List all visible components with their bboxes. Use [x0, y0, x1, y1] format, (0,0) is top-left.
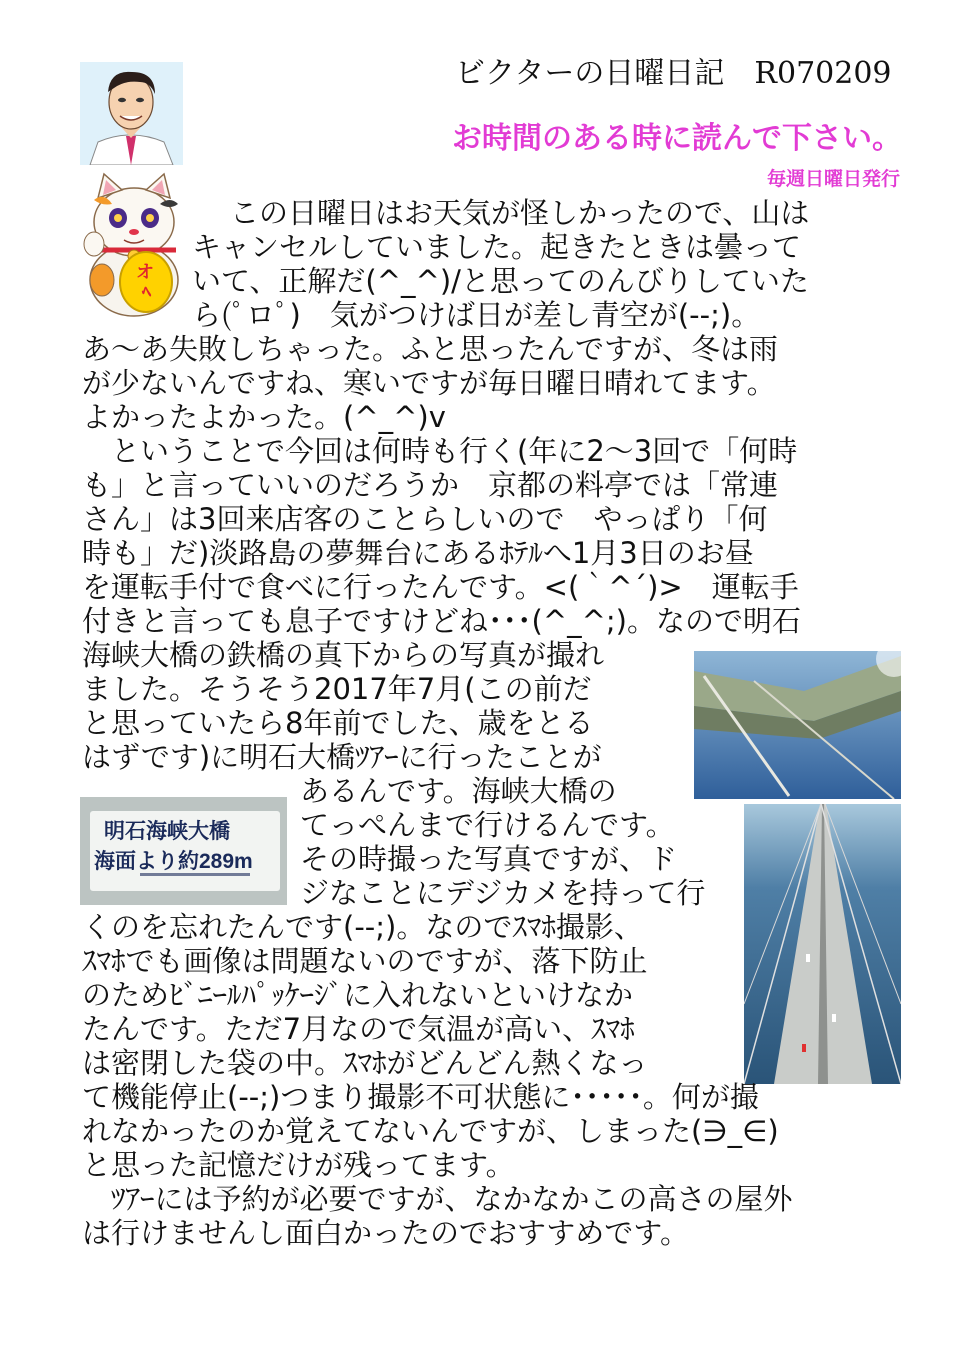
body-line: ｽﾏﾎでも画像は問題ないのですが、落下防止	[82, 944, 648, 978]
sign-line-1: 明石海峡大橋	[104, 820, 230, 843]
body-line: さん」は3回来店客のことらしいので やっぱり「何	[82, 502, 768, 536]
body-line: が少ないんですね、寒いですが毎日曜日晴れてます。	[82, 366, 776, 400]
body-line: ジなことにデジカメを持って行	[300, 876, 706, 910]
body-line: はずです)に明石大橋ﾂｱｰに行ったことが	[82, 740, 602, 774]
bridge-underside-photo	[694, 651, 901, 799]
body-line: その時撮った写真ですが、ド	[300, 842, 678, 876]
body-line: あるんです。海峡大橋の	[300, 774, 617, 808]
sign-line-2: 海面より約289m	[94, 850, 253, 873]
body-line: は密閉した袋の中。ｽﾏﾎがどんどん熱くなっ	[82, 1046, 648, 1080]
body-line: くのを忘れたんです(--;)。なのでｽﾏﾎ撮影、	[82, 910, 643, 944]
svg-text:オ: オ	[136, 262, 154, 283]
body-line: この日曜日はお天気が怪しかったので、山は	[230, 196, 810, 230]
body-line: も」と言っていいのだろうか 京都の料亭では「常連	[82, 468, 779, 502]
body-line: キャンセルしていました。起きたときは曇って	[192, 230, 802, 264]
author-portrait	[80, 62, 183, 165]
body-line: てっぺんまで行けるんです。	[300, 808, 675, 842]
body-line: 時も」だ)淡路島の夢舞台にあるﾎﾃﾙへ1月3日のお昼	[82, 536, 754, 570]
body-line: れなかったのか覚えてないんですが、しまった(∋_∈)	[82, 1114, 779, 1148]
maneki-neko-illustration	[80, 170, 188, 318]
body-line: 付きと言っても息子ですけどね･･･(^_^;)。なので明石	[82, 604, 801, 638]
page-subtitle: お時間のある時に読んで下さい。	[452, 122, 902, 155]
body-line: を運転手付で食べに行ったんです。<(｀^´)> 運転手	[82, 570, 799, 604]
body-line: ﾂｱｰには予約が必要ですが、なかなかこの高さの屋外	[82, 1182, 793, 1216]
body-line: よかったよかった。(^_^)v	[82, 400, 446, 434]
bridge-height-sign-photo	[80, 797, 287, 905]
svg-text:ﾍ: ﾍ	[142, 282, 151, 303]
body-line: と思っていたら8年前でした、歳をとる	[82, 706, 594, 740]
body-line: ら(ﾟロﾟ) 気がつけば日が差し青空が(--;)。	[192, 298, 761, 332]
body-line: いて、正解だ(^_^)/と思ってのんびりしていた	[192, 264, 809, 298]
body-line: のためﾋﾞﾆｰﾙﾊﾟｯｹｰｼﾞに入れないといけなか	[82, 978, 634, 1012]
body-line: たんです。ただ7月なので気温が高い、ｽﾏﾎ	[82, 1012, 635, 1046]
publish-schedule: 毎週日曜日発行	[766, 169, 900, 190]
body-line: 海峡大橋の鉄橋の真下からの写真が撮れ	[82, 638, 605, 672]
page-title: ビクターの日曜日記 R070209	[455, 56, 892, 91]
bridge-top-view-photo	[744, 804, 901, 1084]
body-line: ということで今回は何時も行く(年に2～3回で「何時	[82, 434, 798, 468]
body-line: て機能停止(--;)つまり撮影不可状態に･････。何が撮	[82, 1080, 759, 1114]
sign-small-line	[140, 873, 250, 876]
body-line: ました。そうそう2017年7月(この前だ	[82, 672, 592, 706]
body-line: は行けませんし面白かったのでおすすめです。	[82, 1216, 689, 1250]
body-line: あ～あ失敗しちゃった。ふと思ったんですが、冬は雨	[82, 332, 779, 366]
body-line: と思った記憶だけが残ってます。	[82, 1148, 515, 1182]
